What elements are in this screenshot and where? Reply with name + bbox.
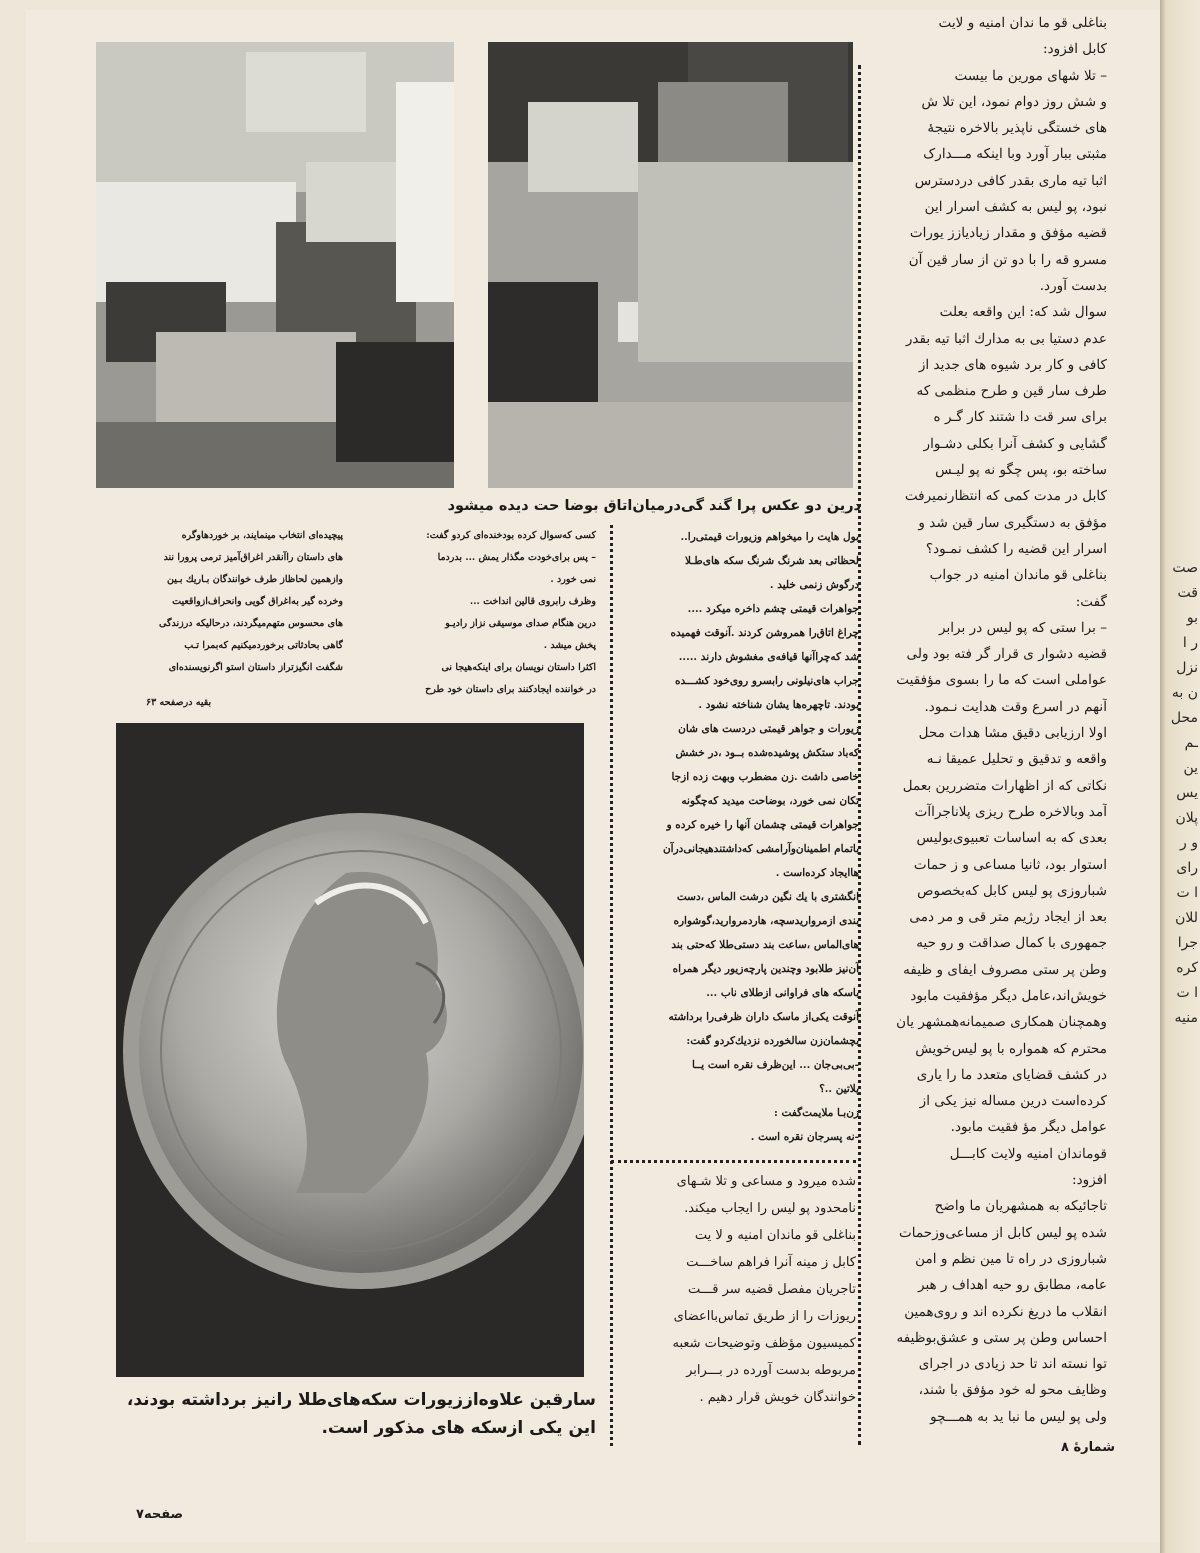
story-column-left: پیچیده‌ای انتخاب مینمایند، بر خوردهاوگره های داستان راآنقدر اغراق‌آمیز ترمی پرورا نند وازهمین لحاظاز طرف خوانندگان بـاریك بـین وخرده گیر به‌اغراق گویی وانحراف‌ازواقعیت های محسوس متهم‌میگردند، درحالیکه درزندگی گاهی بحادثاتی برخوردمیکنیم که‌بمرا تـب شگفت انگیزتراز داستان استو اگرنویسنده‌ای bbox=[159, 530, 343, 673]
adjacent-page-fragments bbox=[1170, 556, 1200, 1031]
edge-fragment: ن به bbox=[1171, 685, 1198, 701]
story-column-middle-left: کسی که‌سوال کرده بودخنده‌ای کردو گفت: – پس برای‌خودت مگذار یمش ... بدردما نمی خورد . وظرف رابروی قالین انداخت ... درین هنگام صدای موسیقی نزاز رادیـو پخش میشد . اکثرا داستان نویسان برای اینکه‌هیجا نی در خواننده ایجادکنند برای داستان خود طرح bbox=[425, 530, 596, 695]
room-photo-right bbox=[488, 42, 853, 488]
continued-note: بقیه درصفحه ۶۳ bbox=[146, 697, 212, 708]
edge-fragment: رای bbox=[1176, 860, 1198, 876]
edge-fragment: ا ت bbox=[1176, 885, 1198, 901]
edge-fragment: ـم bbox=[1184, 735, 1198, 751]
magazine-page bbox=[26, 10, 1160, 1542]
edge-fragment: جرا bbox=[1177, 935, 1198, 951]
edge-fragment: بو bbox=[1186, 610, 1198, 626]
room-photo-left bbox=[96, 42, 454, 488]
page-number: صفحه۷ bbox=[136, 1507, 184, 1522]
article-right-column: بناغلی قو ما ندان امنیه و لایت کابل افزود: – تلا شهای مورین ما بیست و شش روز دوام نمود، این تلا ش های خستگی ناپذیر بالاخره نتیجهٔ مثبتی ببار آورد وبا اینکه مـــدارک اثبا تیه ماری بقدر کافی دردسترس نبود، پو لیس به کشف اسرار این قضیه مؤفق و مقدار زیادیازز یورات مسرو قه را با دو تن از سار قین آن بدست آورد. سوال شد که: این واقعه بعلت عدم دستیا بی به مدارك اثبا تیه بقدر کافی و کار برد شیوه های جدید از طرف سار قین و طرح منظمی که برای سر قت دا شتند کار گـر ه گشایی و کشف آنرا بکلی دشـوار ساخته بو، پس چگو نه پو لیـس کابل در مدت کمی که انتظارنمیرفت مؤفق به دستگیری سار قین شد و اسرار این قضیه را کشف نمـود؟ بناغلی قو ماندان امنیه در جواب گفت: – برا ستی که پو لیس در برابر قضیه دشوار ی قرار گر فته بود ولی عواملی است که ما را بسوی مؤفقیت آنهم در اسرع وقت هدایت نـمود. اولا ارزیابی دقیق مشا هدات محل واقعه و تدقیق و تحلیل عمیقا نـه نکاتی که از اظهارات متضررین بعمل آمد وبالاخره طرح ریزی پلاناجراآت بعدی که به اساسات تعبیوی‌بولیس استوار بود، ثانیا مساعی و ز حمات شباروزی پو لیس کابل که‌بخصوص بعد از ایجاد رژیم متر قی و مر دمی جمهوری با کمال صداقت و رو حیه وطن پر ستی مصروف ایفای و ظیفه خویش‌اند،عامل دیگر مؤفقیت مابود وهمچنان همکاری صمیمانه‌همشهر یان محترم که همواره با پو لیس‌خویش در کشف قضایای متعدد ما را یاری کرده‌است درین مساله نیز یکی از عوامل دیگر مؤ فقیت مابود. قوماندان امنیه ولایت کابـــل افزود: تاجائیکه به همشهریان ما واضح شده پو لیس کابل از مساعی‌وزحمات شباروزی در راه تا مین نظم و امن عامه، مطابق رو حیه اهداف ر هبر انقلاب ما دریغ نکرده اند و روی‌همین احساس وطن پر ستی و عشق‌بوظیفه توا نسته اند تا حد زیادی در اجرای وظایف محو له خود مؤفق با شند، ولی پو لیس ما نبا ید به همـــچو bbox=[896, 15, 1107, 1425]
room-photos-caption: درین دو عکس پرا گند گی‌درمیان‌اتاق بوضا حت دیده میشود bbox=[447, 498, 861, 514]
edge-fragment: منیه bbox=[1174, 1010, 1198, 1026]
edge-fragment: نزل bbox=[1176, 660, 1198, 676]
edge-fragment: ر ا bbox=[1182, 635, 1198, 651]
edge-fragment: و ر bbox=[1180, 835, 1198, 851]
coin-image bbox=[116, 723, 584, 1377]
room-photo-right-image bbox=[488, 42, 853, 488]
story-column-middle-right: بول هایت را میخواهم وزیورات قیمتی‌را.. لحظاتی بعد شرنگ شرنگ سکه های‌طـلا درگوش زنمی خلید . جواهرات قیمتی چشم داخره میکرد .... چراغ اتاق‌را همروشن کردند .آنوقت فهمیده شد که‌چراآنها قیافه‌ی مغشوش دارند ..... جراب های‌نیلونی رابسرو روی‌خود کشـــده بودند. تاچهره‌ها یشان شناخته نشود . زیورات و جواهر قیمتی دردست های شان که‌باد ستکش پوشیده‌شده بــود ،در خشش خاصی داشت .زن مضطرب وبهت زده ازجا تکان نمی خورد، بوضاحت میدید که‌چگونه جواهرات قیمتی چشمان آنها را خیره کرده و باتمام اطمینان‌وآرامشی که‌داشتندهیجانی‌درآن هاایجاد کرده‌است . انگشتری با یك نگین درشت الماس ،دست بندی ازمرواریدسچه، هاردمروارید،گوشواره های‌الماس ،ساعت بند دستی‌طلا که‌حتی بند آن‌نیز طلابود وچندین پارچه‌زیور دیگر همراه باسکه های فراوانی ازطلای ناب ... آنوقت یکی‌از ماسک داران ظرفی‌را برداشته بچشمان‌زن سالخورده نزدیك‌کردو گفت: -بی‌بی‌جان ... این‌ظرف نقره است یــا پلاتین ..؟ زن‌بـا ملایمت‌گفت : -نه پسرجان نقره است . bbox=[662, 531, 859, 1143]
edge-fragment: محل bbox=[1170, 710, 1198, 726]
column-divider-middle bbox=[610, 525, 613, 1446]
edge-fragment: ین bbox=[1183, 760, 1198, 776]
coin-caption: سارقین علاوه‌اززیورات سکه‌های‌طلا رانیز برداشته بودند، این یکی ازسکه های مذکور است. bbox=[126, 1390, 596, 1438]
edge-fragment: پلان bbox=[1175, 810, 1198, 826]
adjacent-page-edge bbox=[1160, 0, 1200, 1553]
edge-fragment: صت bbox=[1172, 560, 1198, 576]
boxed-article-text: شده میرود و مساعی و تلا شـهای نامحدود پو لیس را ایجاب میکند. بناغلی قو ماندان امنیه و لا یت کابل ز مینه آنرا فراهم ساخـــت تاجریان مفصل قضیه سر قـــت ریوزات را از طریق تماس‌بااعضای کمیسیون مؤظف وتوضیحات شعبه مربوطه بدست آورده در بـــرابر خوانندگان خویش قرار دهیم . bbox=[672, 1174, 856, 1405]
room-photo-left-image bbox=[96, 42, 454, 488]
edge-fragment: ا ت bbox=[1176, 985, 1198, 1001]
coin-photo bbox=[116, 723, 584, 1377]
edge-fragment: قت bbox=[1177, 585, 1198, 601]
issue-number: شمارهٔ ۸ bbox=[1061, 1440, 1116, 1455]
edge-fragment: للان bbox=[1175, 910, 1198, 926]
edge-fragment: یس bbox=[1176, 785, 1198, 801]
edge-fragment: کره bbox=[1176, 960, 1198, 976]
